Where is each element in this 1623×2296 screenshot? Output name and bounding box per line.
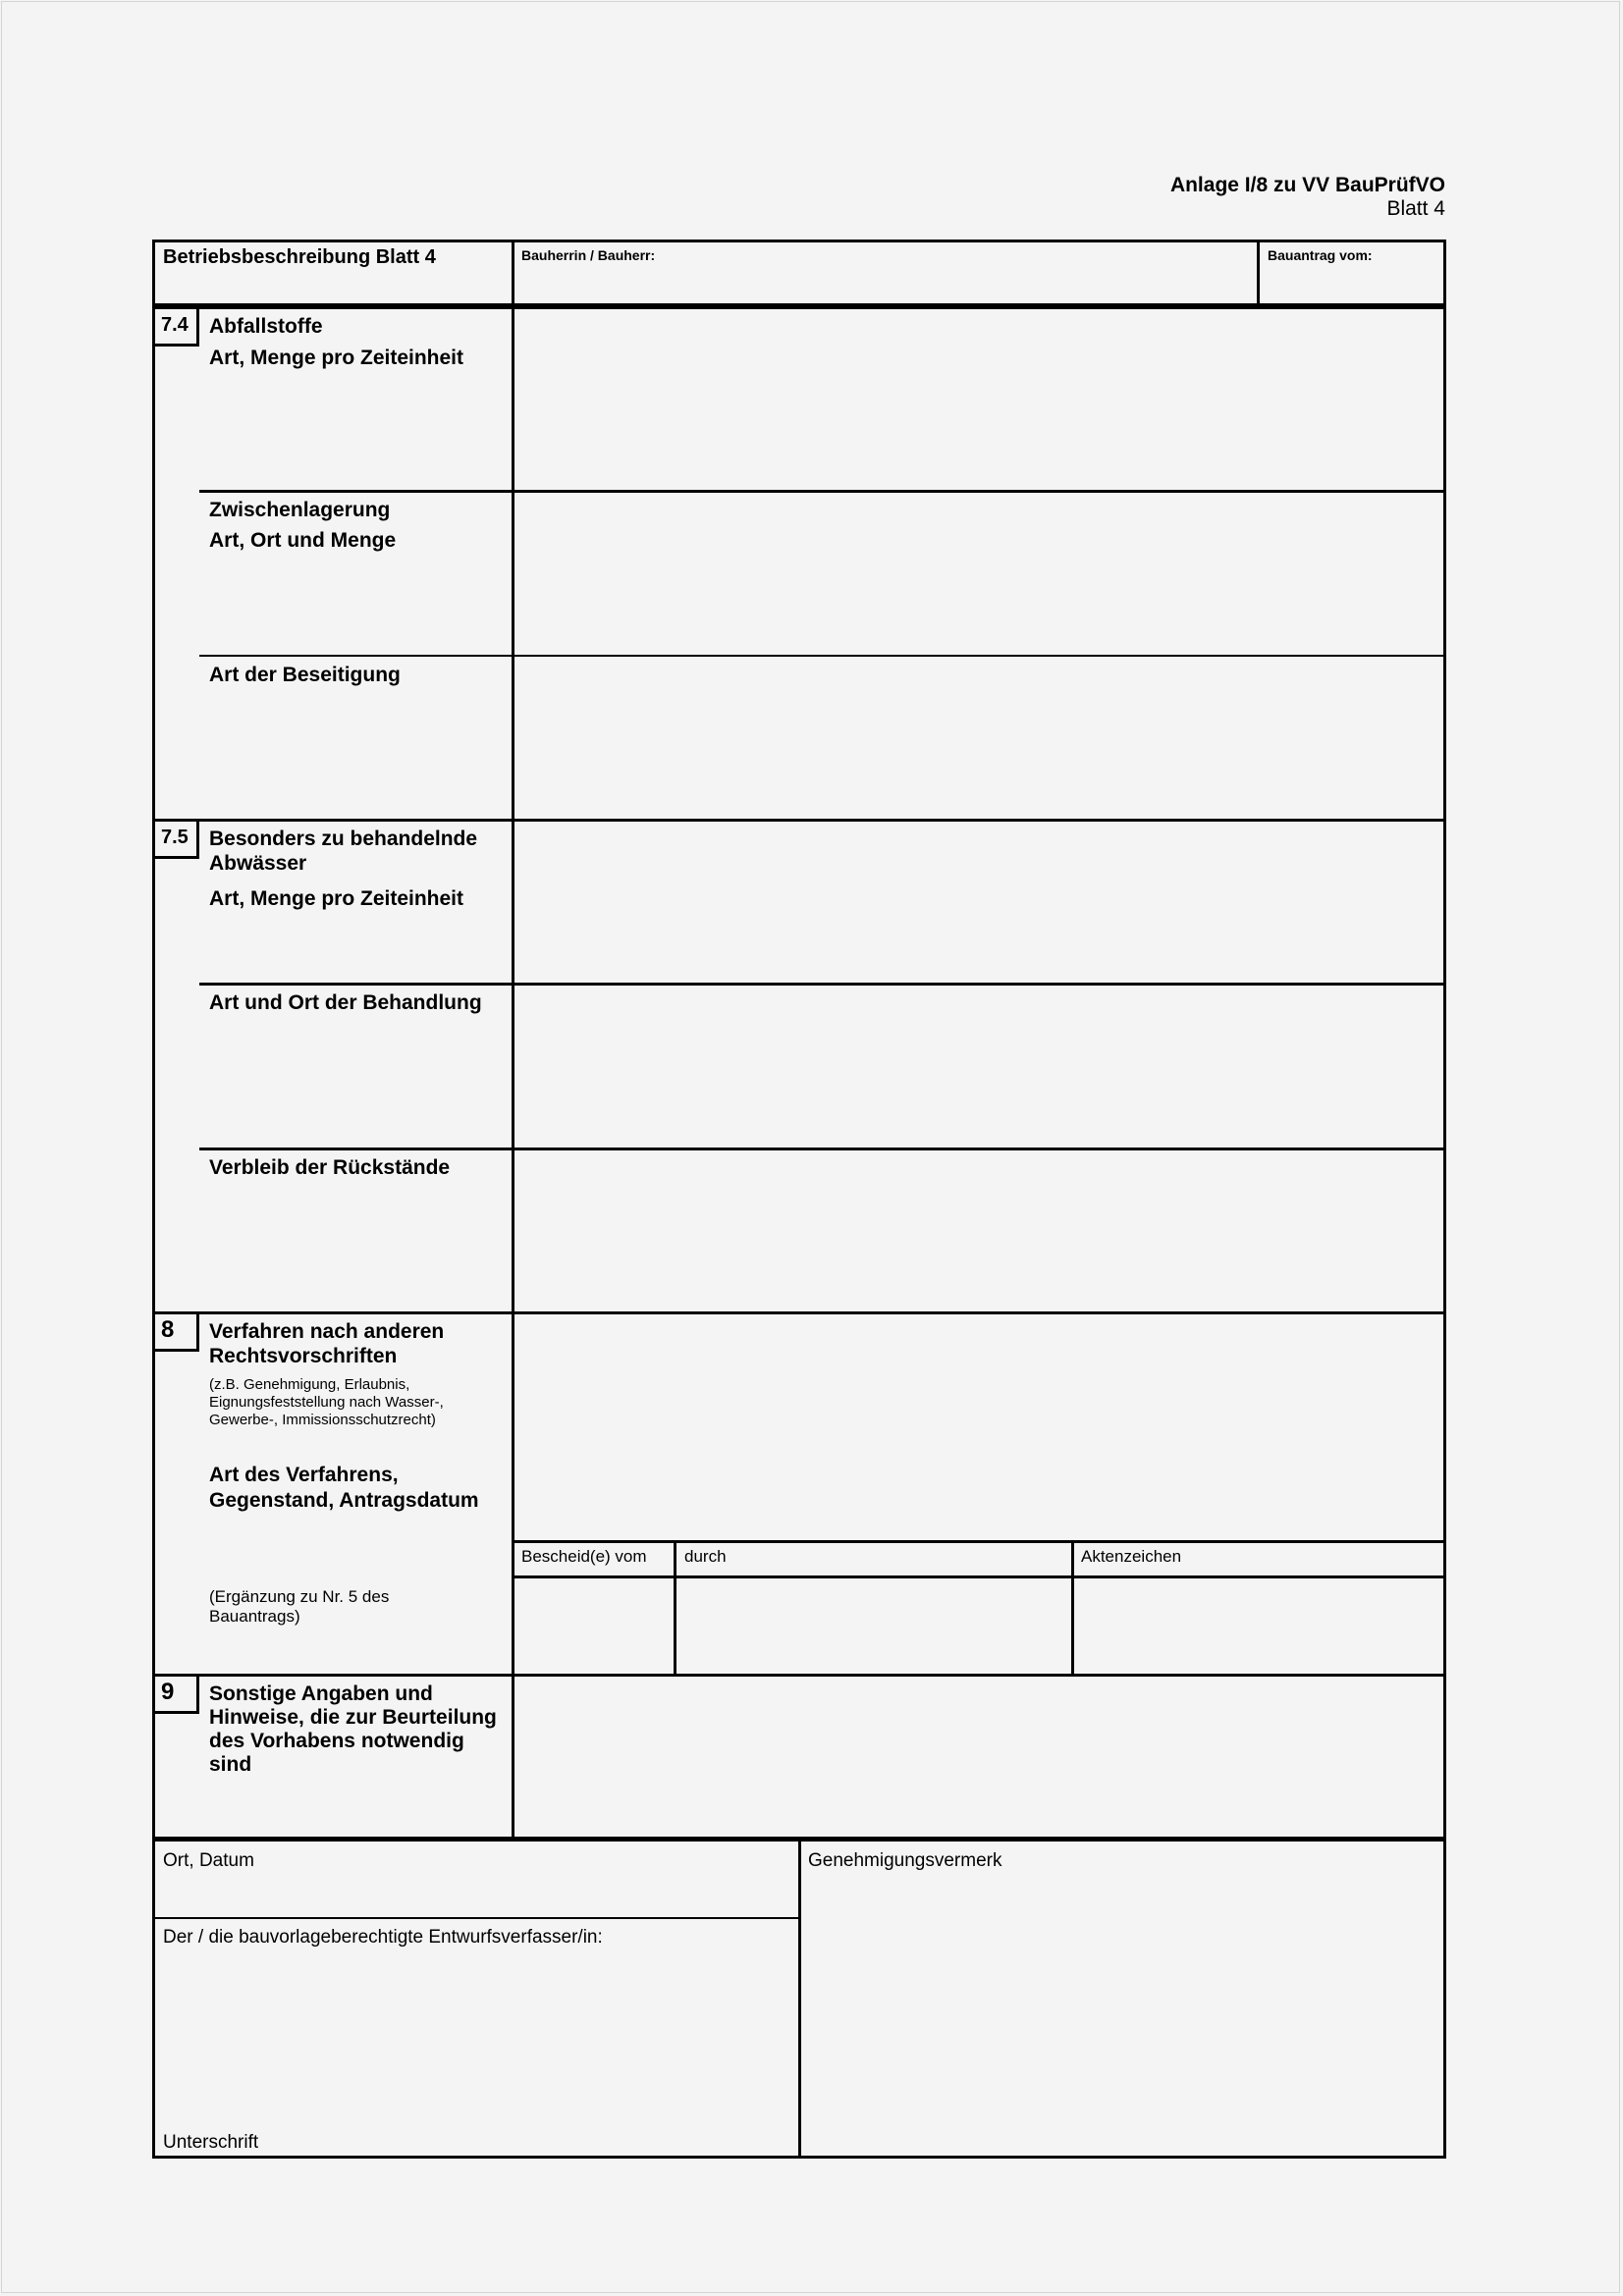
- approval-label: Genehmigungsvermerk: [808, 1850, 1002, 1871]
- section-title-9-line1: Sonstige Angaben und: [209, 1682, 433, 1705]
- field-file-number[interactable]: [1074, 1578, 1443, 1674]
- place-date-label: Ort, Datum: [163, 1850, 254, 1871]
- annex-title: Anlage I/8 zu VV BauPrüfVO: [1169, 174, 1445, 196]
- section-8-supplement-line1: (Ergänzung zu Nr. 5 des: [209, 1587, 390, 1606]
- signature-label: Unterschrift: [163, 2132, 259, 2153]
- section-title-8-line2: Rechtsvorschriften: [209, 1345, 398, 1367]
- field-7-5-treatment[interactable]: [514, 986, 1443, 1148]
- section-title-9-line2: Hinweise, die zur Beurteilung: [209, 1706, 497, 1729]
- label-7-4-storage-detail: Art, Ort und Menge: [209, 529, 397, 552]
- section-8-note-line2: Eignungsfeststellung nach Wasser-,: [209, 1394, 444, 1411]
- section-title-7-5-line1: Besonders zu behandelnde: [209, 828, 478, 850]
- form-title: Betriebsbeschreibung Blatt 4: [163, 246, 436, 268]
- field-decision-date[interactable]: [514, 1578, 674, 1674]
- signature-field[interactable]: [155, 1953, 798, 2130]
- table-top-border: [152, 240, 1446, 242]
- section-title-9-line3: des Vorhabens notwendig: [209, 1730, 464, 1752]
- sheet-label: Blatt 4: [1386, 197, 1445, 220]
- subtable-header-issued-by: durch: [684, 1547, 727, 1566]
- client-field[interactable]: [514, 267, 1257, 303]
- label-7-4-disposal: Art der Beseitigung: [209, 664, 401, 686]
- label-7-4-interim-storage: Zwischenlagerung: [209, 499, 391, 521]
- section-8-note-line3: Gewerbe-, Immissionsschutzrecht): [209, 1412, 436, 1428]
- section-8-supplement-line2: Bauantrags): [209, 1607, 300, 1626]
- section-title-7-4: Abfallstoffe: [209, 315, 323, 338]
- table-right-border: [1443, 240, 1446, 2159]
- document-header: [1170, 174, 1445, 221]
- subtable-header-decision-date: Bescheid(e) vom: [521, 1547, 647, 1566]
- label-7-4-quantity: Art, Menge pro Zeiteinheit: [209, 347, 464, 369]
- field-9-other-info[interactable]: [514, 1677, 1443, 1837]
- subtable-top-border: [512, 1540, 1446, 1543]
- field-7-4-quantity[interactable]: [514, 309, 1443, 490]
- field-7-4-storage[interactable]: [514, 493, 1443, 655]
- field-8-procedure[interactable]: [514, 1314, 1443, 1540]
- section-title-8-line1: Verfahren nach anderen: [209, 1320, 445, 1343]
- subtable-header-file-number: Aktenzeichen: [1081, 1547, 1182, 1566]
- footer-row-divider: [152, 1917, 800, 1919]
- section-title-9-line4: sind: [209, 1753, 252, 1776]
- section-8-note-line1: (z.B. Genehmigung, Erlaubnis,: [209, 1376, 410, 1393]
- section-number-9: 9: [152, 1677, 199, 1714]
- section-number-7-5: 7.5: [152, 822, 199, 859]
- section-8-subtitle-line2: Gegenstand, Antragsdatum: [209, 1489, 479, 1512]
- place-date-field[interactable]: [155, 1873, 798, 1917]
- section-8-subtitle-line1: Art des Verfahrens,: [209, 1464, 399, 1486]
- application-date-field[interactable]: [1260, 267, 1443, 303]
- architect-label: Der / die bauvorlageberechtigte Entwurfsverfasser/in:: [163, 1927, 603, 1948]
- approval-field: [801, 1875, 1443, 2156]
- field-7-5-quantity[interactable]: [514, 822, 1443, 983]
- label-7-5-treatment: Art und Ort der Behandlung: [209, 991, 482, 1014]
- section-title-7-5-line2: Abwässer: [209, 852, 307, 875]
- application-date-label: Bauantrag vom:: [1268, 247, 1373, 263]
- section-number-8: 8: [152, 1314, 199, 1352]
- section-number-7-4: 7.4: [152, 309, 199, 347]
- client-label: Bauherrin / Bauherr:: [521, 247, 656, 263]
- label-7-5-quantity: Art, Menge pro Zeiteinheit: [209, 887, 464, 910]
- field-issued-by[interactable]: [676, 1578, 1071, 1674]
- label-7-5-residues: Verbleib der Rückstände: [209, 1156, 451, 1179]
- field-7-5-residues[interactable]: [514, 1150, 1443, 1311]
- field-7-4-disposal[interactable]: [514, 657, 1443, 819]
- table-left-border: [152, 240, 155, 2159]
